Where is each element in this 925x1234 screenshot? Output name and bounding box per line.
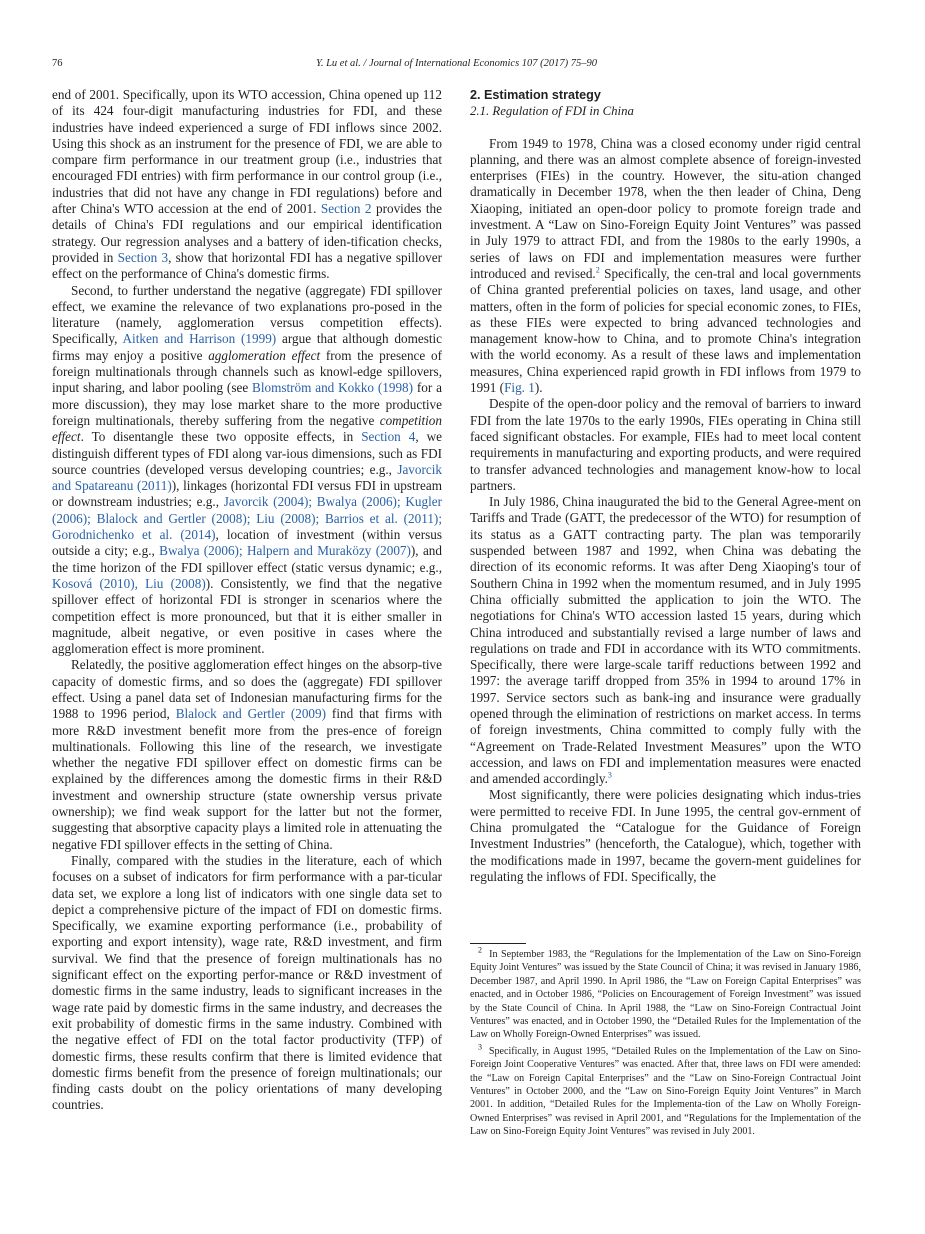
right-column (470, 87, 861, 885)
left-column (52, 87, 442, 1114)
section-link[interactable]: Section 3 (117, 249, 169, 265)
running-title: Y. Lu et al. / Journal of International Economics 107 (2017) 75–90 (315, 58, 598, 69)
section-heading: 2. Estimation strategy (470, 88, 601, 102)
footnote: $^3$ Specifically, in August 1995, “Detailed Rules on the Implementation of the Law on Sino-Foreign Joint Cooperative Ventures” was enacted. After that, three laws on FDI were amended: the “Law on Foreign Capital Enterprises” and the “Law on Sino-Foreign Contractual Joint Ventures” in October 2000, and the “Law on Sino-Foreign Equity Joint Ventures” in March 2001. In addition, “Detailed Rules for the Implementa-tion of the Law on Wholly Foreign-Owned Enterprises” was revised in April 2001, and “Regulations for the Implementation of the Law on Sino-Foreign Equity Joint Ventures” was revised in July 2001. (470, 1042, 862, 1138)
footnotes (470, 945, 862, 1142)
footnote-mark: 2 (478, 945, 482, 955)
footnote: $^2$ In September 1983, the “Regulations for the Implementation of the Law on Sino-Foreign Equity Joint Ventures” was issued by the State Council of China; it was revised in January 1986, December 1987, and April 1990. In April 1986, the “Law on Foreign Capital Enterprises” was enacted, and in October 1986, “Policies on Encouragement of Foreign Investment” was issued by the State Council of China. In April 1988, the “Law on Sino-Foreign Contractual Joint Ventures” was enacted, and in October 1990, the “Detailed Rules for the Implementation of the Law on Wholly Foreign-Owned Enterprises” was issued. (470, 945, 861, 1041)
footnote-mark: 3 (478, 1042, 482, 1052)
page-number: 76 (52, 58, 63, 69)
paragraph: Despite of the open-door policy and the removal of barriers to inward FDI from the late 1970s to the early 1990s, FIEs operating in China still faced significant obstacles. For example, FIEs had to meet local content requirements in manufacturing and exporting products, and were required to transfer advanced technologies and management know-how to local partners. (470, 396, 861, 493)
paragraph: From 1949 to 1978, China was a closed economy under rigid central planning, and there was an almost complete absence of foreign-invested enterprises (FIEs) in the country. However, the situ-ation changed dramatically in December 1978, when the then leader of China, Deng Xiaoping, initiated an open-door policy to promote foreign trade and investment. A “Law on Sino-Foreign Equity Joint Ventures” was passed in July 1979 to attract FDI, and from the 1980s to the early 1990s, a series of laws on FDI and implementation measures were further introduced and revised.$^2$ Specifically, the cen-tral and local governments of China granted preferential policies on taxes, land usage, and other matters, often in the form of policies for special economic zones, to FIEs, as these FIEs were expected to bring advanced technologies and management know-how to China, and to promote China's integration with the world economy. As a result of these laws and implementation measures, China experienced rapid growth in FDI inflows from 1979 to 1991 (Fig. 1). (470, 135, 861, 396)
citation-link[interactable]: Javorcik and Spatareanu (2011) (52, 461, 442, 494)
paragraph: Relatedly, the positive agglomeration effect hinges on the absorp-tive capacity of domestic firms, and so does the (aggregate) FDI spillover effect. Using a panel data set of Indonesian manufacturing firms for the 1988 to 1996 period, Blalock and Gertler (2009) find that firms with more R&D investment benefit more from the pres-ence of foreign multinationals. Following this line of the research, we investigate whether the negative FDI spillover effect on domestic firms can be explained by the differences among the domestic firms in their R&D investment and ownership structure (state ownership versus private ownership); we find weak support for the latter but not the former, suggesting that absorptive capacity plays a limited role in attenuating the negative FDI spillover effects in the setting of China. (52, 657, 442, 852)
paragraph: In July 1986, China inaugurated the bid to the General Agree-ment on Tariffs and Trade (GATT, the predecessor of the WTO) for resumption of its status as a GATT contracting party. The plan was temporarily suspended between 1987 and 1992, when China was debating the direction of its economic reforms. It was after Deng Xiaoping's tour of Southern China in 1992 when the momentum resumed, and in July 1995 China officially submitted the application to join the WTO. The negotiations for China's WTO accession lasted 15 years, during which China introduced and substantially revised a large number of laws and regulations on trade and FDI in accordance with its WTO commitments. Specifically, there were large-scale tariff reductions between 1992 and 1997: the average tariff dropped from 35% in 1994 to around 17% in 1997. Service sectors such as bank-ing and insurance were gradually opened through the elimination of restrictions on market access. In terms of foreign investments, China committed to comply fully with the “Agreement on Trade-Related Investment Measures” upon the WTO accession, and laws on FDI and implementation measures were enacted and amended accordingly.$^3$ (470, 494, 861, 787)
subsection-heading: 2.1. Regulation of FDI in China (470, 104, 634, 119)
paragraph: Finally, compared with the studies in the literature, each of which focuses on a subset of indicators for firm performance with a par-ticular data set, we explore a long list of indicators with one single data set to depict a comprehensive picture of the impact of FDI on domestic firms. Specifically, we examine exporting performance (i.e., probability of exporting and export intensity), wage rate, R&D investment, and firm survival. We find that the presence of foreign multinationals has no significant effect on the exporting perfor-mance or R&D investment of domestic firms in the same industry, leads to significant increases in the wage rate paid by domestic firms in the same industry, and decreases the exit probability of domestic firms in the same industry. Combined with the negative effect of FDI on the total factor productivity (TFP) of domestic firms, these results confirm that there is limited evidence that domestic firms benefit from the presence of foreign multinationals; our finding casts doubt on the policy orientations of many developing countries. (52, 852, 442, 1113)
section-link[interactable]: Section 4 (361, 429, 416, 445)
figure-link[interactable]: Fig. 1 (504, 380, 535, 396)
footnote-divider (470, 943, 526, 944)
footnote-ref[interactable]: 3 (607, 770, 612, 780)
footnote-ref[interactable]: 2 (595, 265, 600, 275)
paragraph: Second, to further understand the negative (aggregate) FDI spillover effect, we examine the relevance of two explanations pro-posed in the literature (namely, agglomeration versus competition effects). Specifically, Aitken and Harrison (1999) argue that although domestic firms may enjoy a positive agglomeration effect from the presence of foreign multinationals through channels such as knowl-edge spillovers, input sharing, and labor pooling (see Blomström and Kokko (1998) for a more discussion), they may lose market share to the more productive foreign multinationals, thereby suffering from the negative competition effect. To disentangle these two opposite effects, in Section 4, we distinguish different types of FDI along var-ious dimensions, such as FDI source countries (developed versus developing countries; e.g., Javorcik and Spatareanu (2011)), linkages (horizontal FDI versus FDI in upstream or downstream industries; e.g., Javorcik (2004); Bwalya (2006); Kugler (2006); Blalock and Gertler (2008); Liu (2008); Barrios et al. (2011); Gorodnichenko et al. (2014), location of investment (within versus outside a city; e.g., Bwalya (2006); Halpern and Muraközy (2007)), and the time horizon of the FDI spillover effect (static versus dynamic; e.g., Kosová (2010), Liu (2008)). Consistently, we find that the negative spillover effect of horizontal FDI is stronger in scenarios where the competition effect is more pronounced, but that it is either smaller in magnitude, albeit negative, or even positive in cases where the agglomeration effect is more prominent. (52, 282, 443, 657)
page-header (52, 58, 861, 72)
paragraph: end of 2001. Specifically, upon its WTO accession, China opened up 112 of its 424 four-digit manufacturing industries for FDI, and these industries have indeed experienced a surge of FDI inflows since 2002. Using this shock as an instrument for the presence of FDI, we are able to compare firm performance in our treatment group (i.e., industries that encouraged FDI entries) with firm performance in our control group (i.e., industries that did not have any change in FDI regulations) before and after China's WTO accession at the end of 2001. Section 2 provides the details of China's FDI regulations and our empirical identification strategy. Our regression analyses and a battery of iden-tification checks, provided in Section 3, show that horizontal FDI has a negative spillover effect on the performance of China's domestic firms. (52, 87, 442, 282)
citation-link[interactable]: Blomström and Kokko (1998) (252, 380, 414, 396)
section-link[interactable]: Section 2 (320, 201, 372, 217)
paragraph: Most significantly, there were policies designating which indus-tries were permitted to receive FDI. In June 1995, the central gov-ernment of China promulgated the “Catalogue for the Guidance of Foreign Investment Industries” (henceforth, the Catalogue), which, together with the modifications made in 1997, became the govern-ment guidelines for regulating the inflows of FDI. Specifically, the (470, 787, 861, 884)
citation-link[interactable]: Blalock and Gertler (2009) (175, 706, 327, 722)
citation-link[interactable]: Aitken and Harrison (1999) (122, 331, 277, 347)
citation-link[interactable]: Kosová (2010), Liu (2008) (52, 575, 206, 591)
citation-link[interactable]: Javorcik (2004); Bwalya (2006); Kugler (2006); Blalock and Gertler (2008); Liu (2008); Barrios et al. (2011); Gorodnichenko et al. (2014) (52, 494, 442, 543)
citation-link[interactable]: Bwalya (2006); Halpern and Muraközy (2007) (159, 543, 411, 559)
